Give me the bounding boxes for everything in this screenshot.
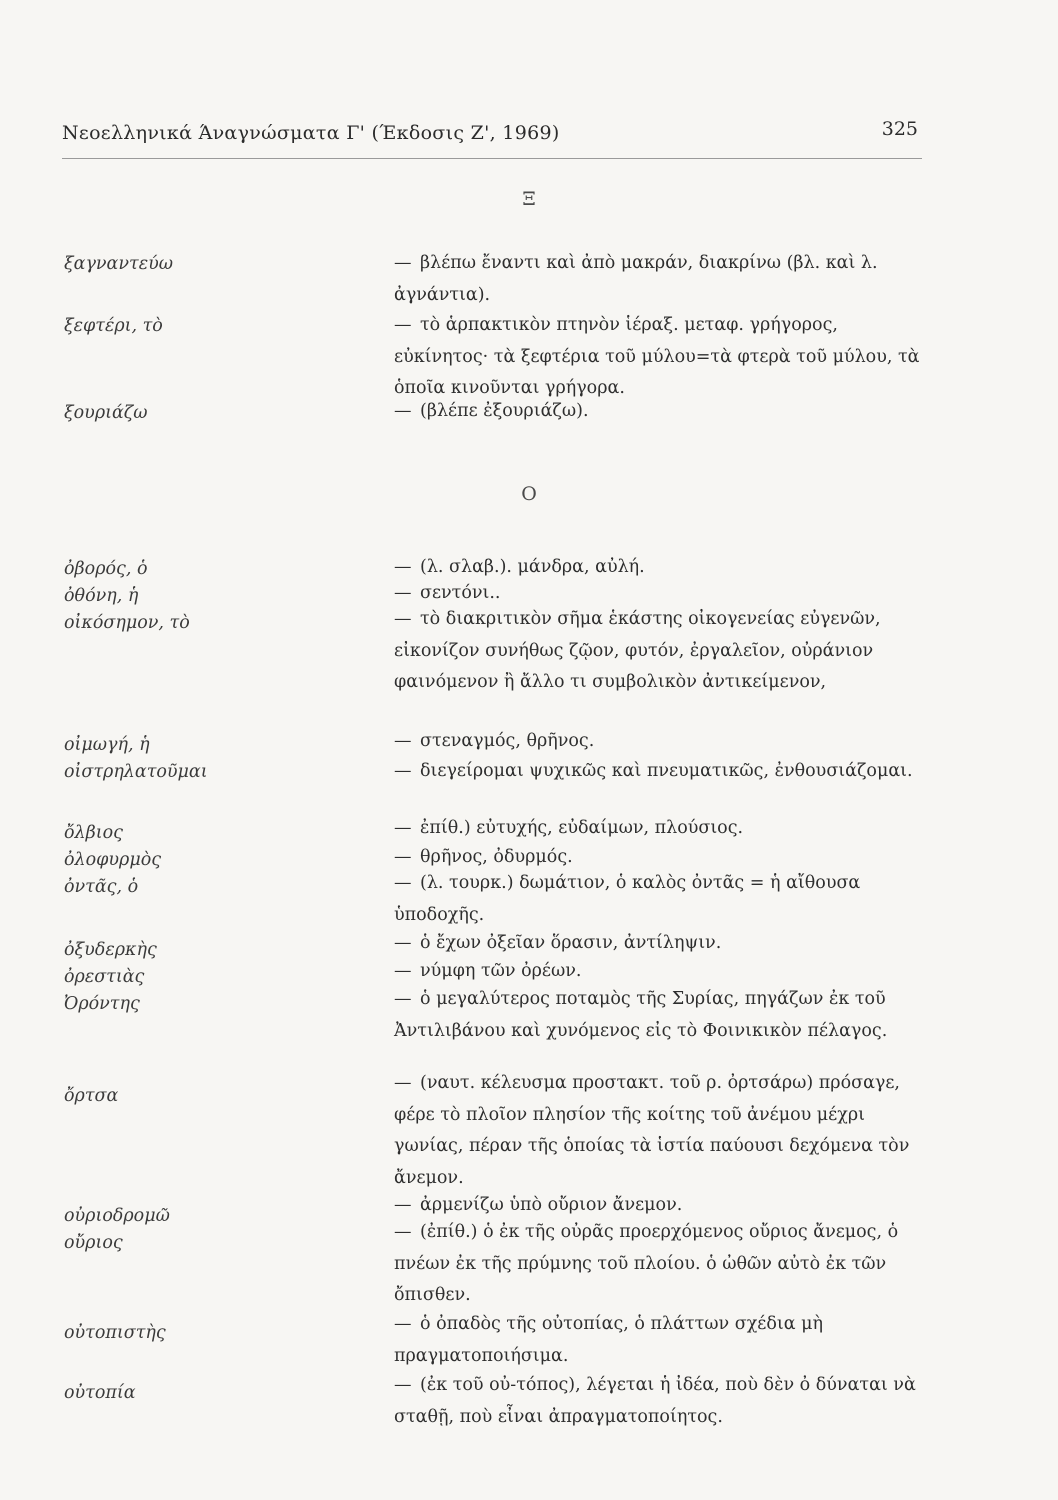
entry-headword: οὐριοδρομῶ <box>64 1206 170 1226</box>
page-header <box>62 118 922 159</box>
entry-headword: οὐτοπιστὴς <box>64 1323 166 1343</box>
entry-definition-text: βλέπω ἔναντι καὶ ἀπὸ μακράν, διακρίνω (βλ. καὶ λ. ἀγνάντια). <box>394 253 878 305</box>
entry-definition <box>394 604 934 699</box>
entry-headword: οἰμωγή, ἡ <box>64 735 150 755</box>
em-dash: — <box>394 557 412 577</box>
entry-definition <box>394 1217 934 1312</box>
entry-definition-text: νύμφη τῶν ὀρέων. <box>420 961 582 981</box>
em-dash: — <box>394 253 412 273</box>
entry-definition-text: (ἐκ τοῦ οὐ-τόπος), λέγεται ἡ ἰδέα, ποὺ δὲν ὀ δύναται νὰ σταθῇ, ποὺ εἶναι ἀπραγματοποίητος. <box>394 1375 916 1427</box>
entry-definition-text: ὁ μεγαλύτερος ποταμὸς τῆς Συρίας, πηγάζων ἐκ τοῦ Ἀντιλιβάνου καὶ χυνόμενος εἰς τὸ Φοινικικὸν πέλαγος. <box>394 989 888 1041</box>
entry-definition <box>394 928 934 960</box>
entry-definition-text: ὁ ἔχων ὀξεῖαν ὅρασιν, ἀντίληψιν. <box>420 933 722 953</box>
entry-definition <box>394 868 934 931</box>
entry-headword: οἰστρηλατοῦμαι <box>64 762 208 782</box>
em-dash: — <box>394 401 412 421</box>
entry-headword: οἰκόσημον, τὸ <box>64 613 190 633</box>
entry-definition-text: (λ. τουρκ.) δωμάτιον, ὁ καλὸς ὀντᾶς = ἡ αἴθουσα ὑποδοχῆς. <box>394 873 861 925</box>
em-dash: — <box>394 1073 412 1093</box>
em-dash: — <box>394 933 412 953</box>
entry-headword: ὀθόνη, ἡ <box>64 586 139 606</box>
entry-headword: οὐτοπία <box>64 1383 136 1403</box>
em-dash: — <box>394 583 412 603</box>
entry-definition-text: σεντόνι.. <box>420 583 501 603</box>
running-title: Νεοελληνικά Άναγνώσματα Γ' (Έκδοσις Ζ', 1969) <box>62 122 560 144</box>
page-number: 325 <box>881 118 918 140</box>
entry-headword: ὄρτσα <box>64 1086 119 1106</box>
entry-definition <box>394 1370 934 1433</box>
em-dash: — <box>394 873 412 893</box>
entry-definition <box>394 984 934 1047</box>
entry-definition <box>394 248 934 311</box>
entry-definition <box>394 756 934 788</box>
em-dash: — <box>394 315 412 335</box>
em-dash: — <box>394 1195 412 1215</box>
entry-headword: ὀντᾶς, ὁ <box>64 877 139 897</box>
entry-headword: ξαγναντεύω <box>64 254 173 274</box>
entry-headword: οὔριος <box>64 1233 123 1253</box>
em-dash: — <box>394 1375 412 1395</box>
em-dash: — <box>394 609 412 629</box>
entry-headword: ὀβορός, ὁ <box>64 559 148 579</box>
entry-definition-text: στεναγμός, θρῆνος. <box>420 731 595 751</box>
entry-definition-text: διεγείρομαι ψυχικῶς καὶ πνευματικῶς, ἐνθουσιάζομαι. <box>420 761 913 781</box>
em-dash: — <box>394 761 412 781</box>
entry-definition <box>394 813 934 845</box>
entry-definition <box>394 1068 934 1194</box>
entry-definition-text: τὸ διακριτικὸν σῆμα ἑκάστης οἰκογενείας εὐγενῶν, εἰκονίζον συνήθως ζῷον, φυτόν, ἐργαλεῖον, οὐράνιον φαινόμενον ἢ ἄλλο τι συμβολικὸν ἀντικείμενον, <box>394 609 881 692</box>
entry-headword: ὀλοφυρμὸς <box>64 850 162 870</box>
em-dash: — <box>394 1222 412 1242</box>
entry-definition-text: (βλέπε ἐξουριάζω). <box>420 401 589 421</box>
entry-headword: ξεφτέρι, τὸ <box>64 316 163 336</box>
entry-headword: ὀξυδερκὴς <box>64 940 157 960</box>
entry-headword: Ὀρόντης <box>64 994 140 1014</box>
entry-definition-text: (ναυτ. κέλευσμα προστακτ. τοῦ ρ. ὀρτσάρω) πρόσαγε, φέρε τὸ πλοῖον πλησίον τῆς κοίτης τοῦ ἀνέμου μέχρι γωνίας, πέραν τῆς ὁποίας τὰ ἱστία παύουσι δεχόμενα τὸν ἄνεμον. <box>394 1073 910 1188</box>
entry-definition <box>394 310 934 405</box>
entry-definition-text: (λ. σλαβ.). μάνδρα, αὐλή. <box>420 557 645 577</box>
em-dash: — <box>394 847 412 867</box>
em-dash: — <box>394 731 412 751</box>
entry-definition <box>394 726 934 758</box>
entry-definition-text: (ἐπίθ.) ὁ ἐκ τῆς οὐρᾶς προερχόμενος οὔριος ἄνεμος, ὁ πνέων ἐκ τῆς πρύμνης τοῦ πλοίου. ὁ ὠθῶν αὐτὸ ἐκ τῶν ὄπισθεν. <box>394 1222 899 1305</box>
em-dash: — <box>394 1314 412 1334</box>
em-dash: — <box>394 961 412 981</box>
em-dash: — <box>394 818 412 838</box>
entry-headword: ὄλβιος <box>64 823 123 843</box>
entry-definition-text: ὁ ὀπαδὸς τῆς οὐτοπίας, ὁ πλάττων σχέδια μὴ πραγματοποιήσιμα. <box>394 1314 824 1366</box>
section-letter-xi: Ξ <box>522 188 536 210</box>
entry-definition <box>394 956 934 988</box>
entry-definition-text: ἐπίθ.) εὐτυχής, εὐδαίμων, πλούσιος. <box>420 818 744 838</box>
entry-definition-text: θρῆνος, ὀδυρμός. <box>420 847 573 867</box>
entry-headword: ὀρεστιὰς <box>64 967 145 987</box>
section-letter-o: Ο <box>521 483 537 505</box>
entry-definition-text: ἀρμενίζω ὑπὸ οὔριον ἄνεμον. <box>420 1195 683 1215</box>
em-dash: — <box>394 989 412 1009</box>
entry-definition <box>394 396 934 428</box>
entry-headword: ξουριάζω <box>64 403 148 423</box>
entry-definition <box>394 1309 934 1372</box>
entry-definition-text: τὸ ἁρπακτικὸν πτηνὸν ἱέραξ. μεταφ. γρήγορος, εὐκίνητος· τὰ ξεφτέρια τοῦ μύλου=τὰ φτερὰ τοῦ μύλου, τὰ ὁποῖα κινοῦνται γρήγορα. <box>394 315 920 398</box>
